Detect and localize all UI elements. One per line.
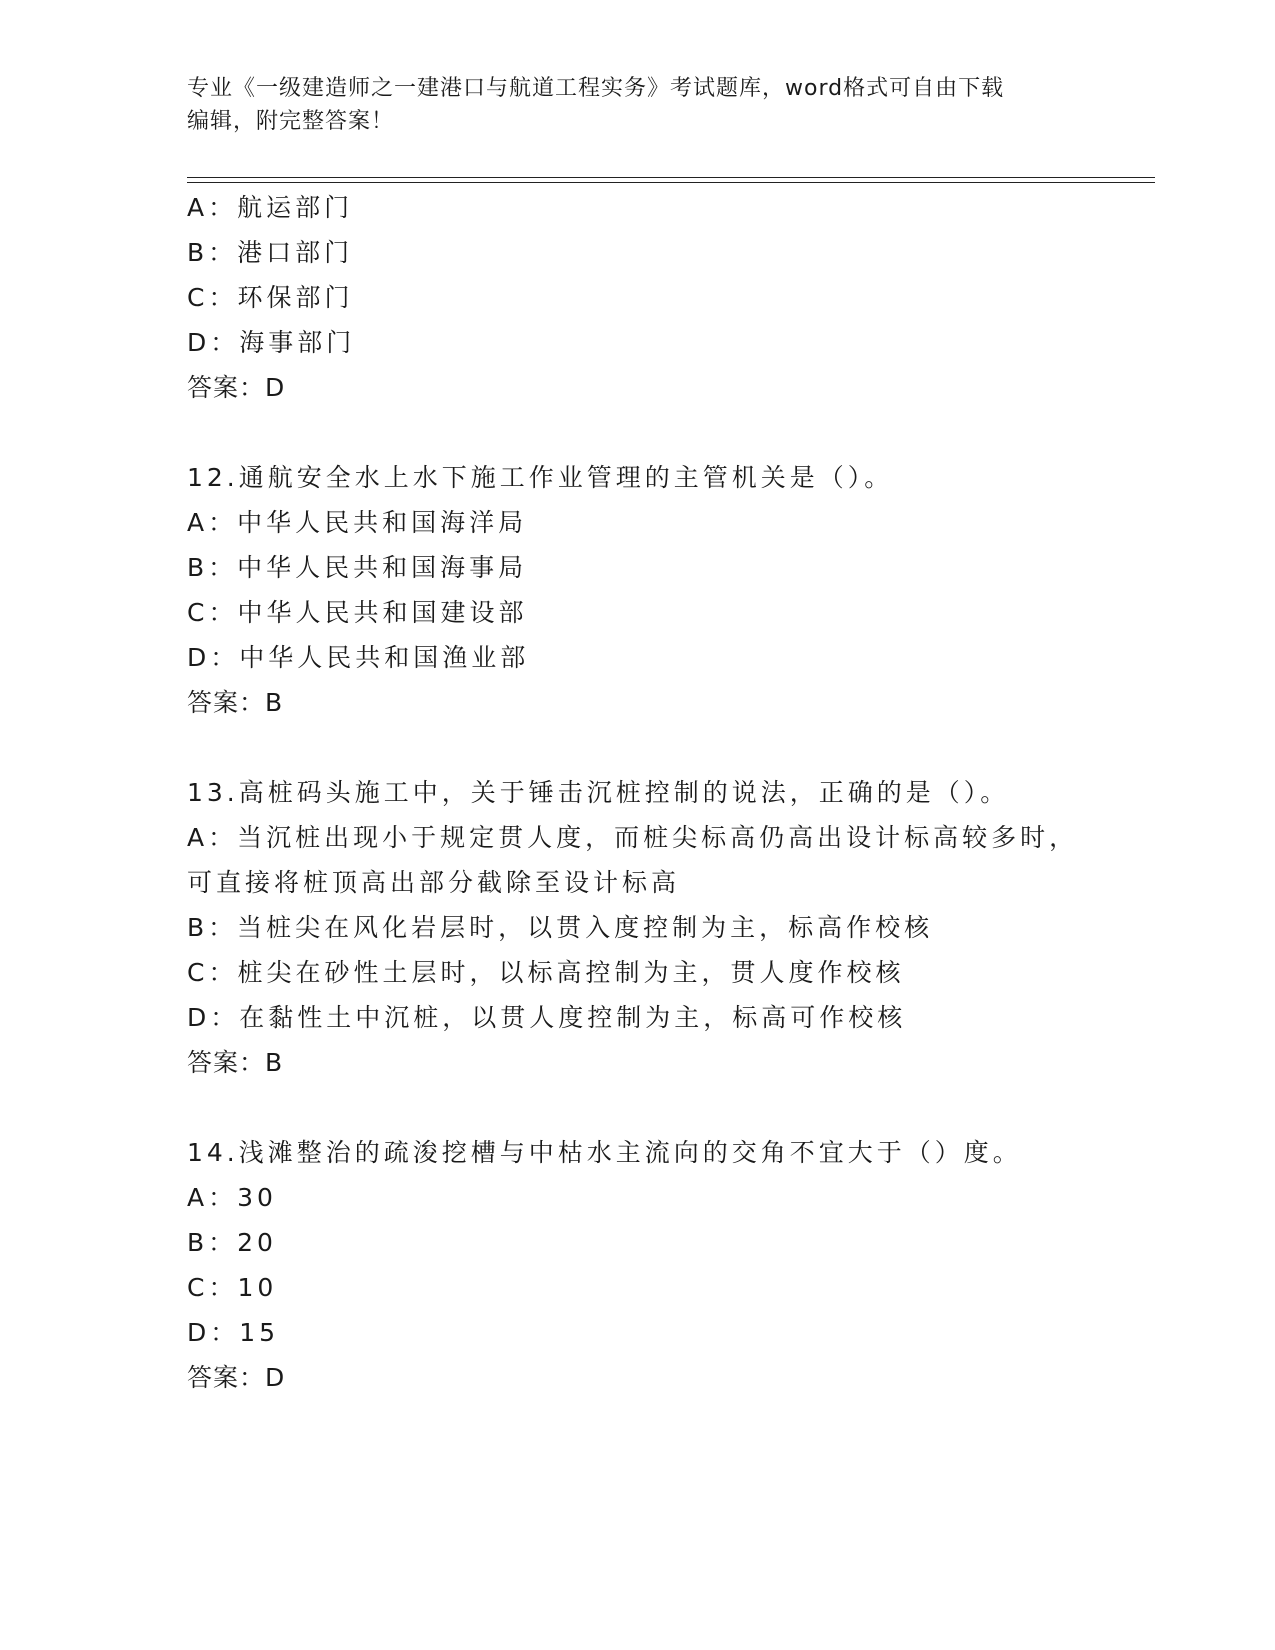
q11-option-b: B：港口部门 — [187, 238, 354, 267]
q13-option-a-line-2: 可直接将桩顶高出部分截除至设计标高 — [187, 868, 681, 897]
q11-option-a: A：航运部门 — [187, 193, 354, 222]
q12-option-c: C：中华人民共和国建设部 — [187, 598, 528, 627]
header-line-1: 专业《一级建造师之一建港口与航道工程实务》考试题库，word格式可自由下载 — [187, 76, 1005, 101]
q12-option-a: A：中华人民共和国海洋局 — [187, 508, 528, 537]
q14-answer: 答案：D — [187, 1363, 286, 1392]
q13-option-b: B：当桩尖在风化岩层时，以贯入度控制为主，标高作校核 — [187, 913, 934, 942]
q13-option-d: D：在黏性土中沉桩，以贯人度控制为主，标高可作校核 — [187, 1003, 907, 1032]
header-line-2: 编辑，附完整答案！ — [187, 109, 395, 134]
q13-stem: 13.高桩码头施工中，关于锤击沉桩控制的说法，正确的是（）。 — [187, 778, 1010, 807]
q11-option-d: D：海事部门 — [187, 328, 356, 357]
q14-option-b: B：20 — [187, 1228, 277, 1257]
q14-option-d: D：15 — [187, 1318, 280, 1347]
q12-option-d: D：中华人民共和国渔业部 — [187, 643, 530, 672]
q11-option-c: C：环保部门 — [187, 283, 354, 312]
header-divider-top — [187, 177, 1155, 178]
q13-answer: 答案：B — [187, 1048, 284, 1077]
q11-answer: 答案：D — [187, 373, 286, 402]
q14-option-c: C：10 — [187, 1273, 278, 1302]
q13-option-c: C：桩尖在砂性土层时，以标高控制为主，贯人度作校核 — [187, 958, 905, 987]
q12-option-b: B：中华人民共和国海事局 — [187, 553, 528, 582]
q13-option-a-line-1: A：当沉桩出现小于规定贯人度，而桩尖标高仍高出设计标高较多时， — [187, 823, 1079, 852]
q14-option-a: A：30 — [187, 1183, 277, 1212]
header-divider-bottom — [187, 182, 1155, 183]
document-header — [187, 72, 1087, 138]
q12-answer: 答案：B — [187, 688, 284, 717]
q14-stem: 14.浅滩整治的疏浚挖槽与中枯水主流向的交角不宜大于（）度。 — [187, 1138, 1022, 1167]
q12-stem: 12.通航安全水上水下施工作业管理的主管机关是（）。 — [187, 463, 894, 492]
